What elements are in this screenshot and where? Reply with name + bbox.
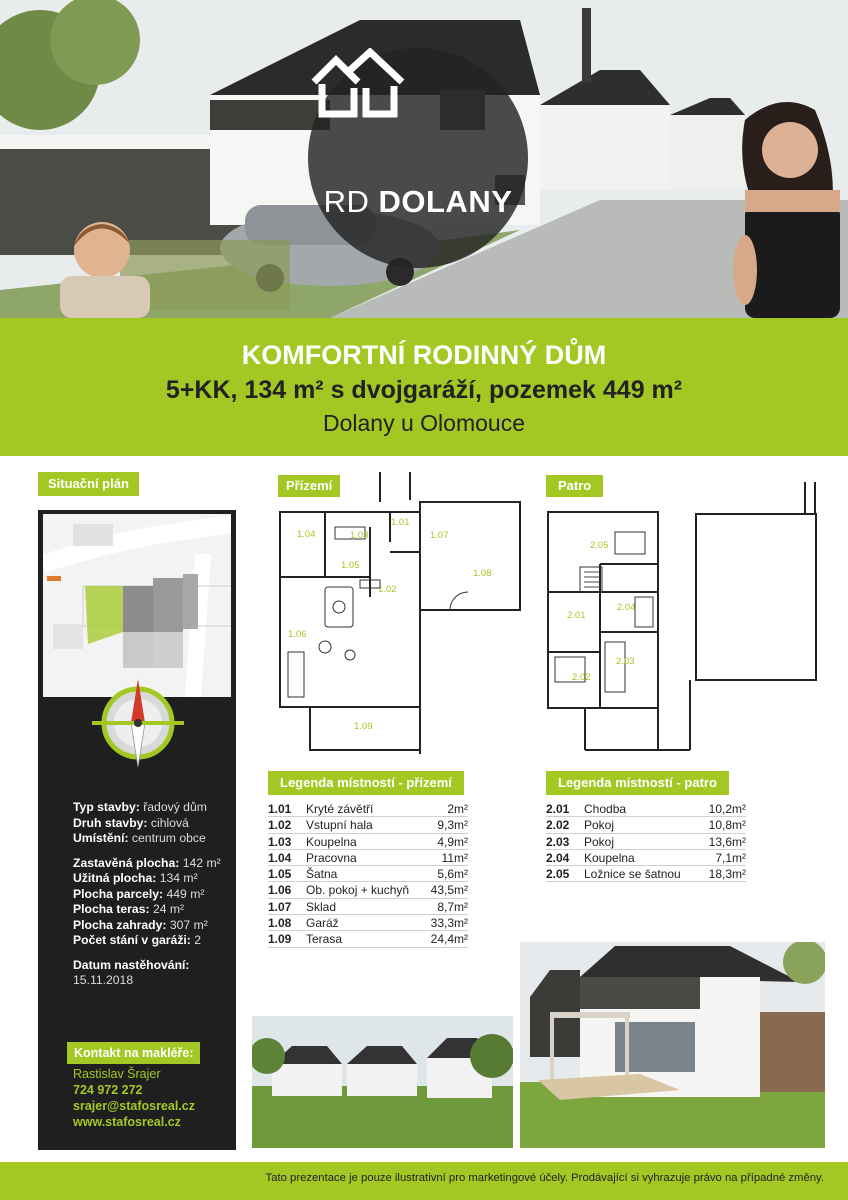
room-name: Terasa <box>306 932 343 947</box>
disclaimer: Tato prezentace je pouze ilustrativní pro marketingové účely. Prodávající si vyhrazuje právo na případné změny. <box>265 1172 824 1184</box>
room-number: 2.02 <box>546 818 570 833</box>
room-name: Ob. pokoj + kuchyň <box>306 883 410 898</box>
upper-floor-heading: Patro <box>546 475 603 497</box>
legend-upper-table <box>546 801 746 882</box>
room-number: 2.04 <box>546 850 570 865</box>
room-label: 2.04 <box>617 602 636 613</box>
room-area: 18,3m² <box>708 867 746 882</box>
room-area: 33,3m² <box>430 916 468 931</box>
brand-title: DOLANY <box>378 184 513 219</box>
room-area: 2m² <box>447 802 468 816</box>
detail-garage-spaces: Počet stání v garáži: 2 <box>73 933 202 947</box>
room-area: 10,2m² <box>708 802 746 816</box>
room-number: 1.09 <box>268 932 292 947</box>
title-band <box>0 318 848 456</box>
room-number: 2.01 <box>546 802 570 816</box>
room-area: 43,5m² <box>430 883 468 898</box>
room-number: 1.03 <box>268 834 292 849</box>
contact-heading: Kontakt na makléře: <box>67 1042 200 1064</box>
room-name: Pracovna <box>306 850 357 865</box>
upper-floor-plan <box>540 472 825 754</box>
room-area: 9,3m² <box>437 818 468 833</box>
room-label: 2.03 <box>616 656 635 667</box>
room-number: 1.01 <box>268 802 292 816</box>
agent-email[interactable]: srajer@stafosreal.cz <box>73 1099 195 1113</box>
footer-band <box>0 1162 848 1200</box>
room-number: 1.02 <box>268 818 292 833</box>
legend-row <box>268 915 468 931</box>
room-area: 13,6m² <box>708 834 746 849</box>
room-area: 24,4m² <box>430 932 468 947</box>
room-name: Koupelna <box>306 834 357 849</box>
room-number: 1.04 <box>268 850 292 865</box>
agent-phone[interactable]: 724 972 272 <box>73 1083 143 1097</box>
hero-image <box>0 0 848 318</box>
legend-row <box>546 850 746 866</box>
room-label: 1.01 <box>391 517 410 528</box>
room-label: 1.03 <box>350 530 369 541</box>
legend-row <box>268 817 468 833</box>
room-area: 10,8m² <box>708 818 746 833</box>
detail-plot-area: Plocha parcely: 449 m² <box>73 886 205 901</box>
room-label: 1.08 <box>473 568 492 579</box>
legend-upper-heading: Legenda místností - patro <box>546 771 729 795</box>
page-title: KOMFORTNÍ RODINNÝ DŮM <box>241 340 607 370</box>
room-name: Kryté závětří <box>306 802 374 816</box>
house-logo-icon <box>308 48 408 118</box>
room-name: Koupelna <box>584 850 635 865</box>
legend-ground-table <box>268 801 468 948</box>
room-label: 2.02 <box>572 672 591 683</box>
detail-built-area: Zastavěná plocha: 142 m² <box>73 855 221 870</box>
legend-row <box>268 882 468 898</box>
site-plan-heading: Situační plán <box>38 472 139 496</box>
street-render <box>252 1016 513 1148</box>
room-label: 1.09 <box>354 721 373 732</box>
detail-placement: Umístění: centrum obce <box>73 831 206 845</box>
room-name: Ložnice se šatnou <box>584 867 681 882</box>
legend-row <box>268 801 468 817</box>
detail-build-type: Typ stavby: řadový dům <box>73 800 207 814</box>
property-location: Dolany u Olomouce <box>323 410 525 436</box>
room-label: 2.01 <box>567 610 586 621</box>
room-name: Chodba <box>584 802 627 816</box>
street-render-image <box>252 1016 513 1148</box>
detail-garden-area: Plocha zahrady: 307 m² <box>73 917 208 932</box>
room-area: 7,1m² <box>715 850 746 865</box>
legend-ground-heading: Legenda místností - přízemí <box>268 771 464 795</box>
room-label: 1.04 <box>297 529 316 540</box>
room-name: Sklad <box>306 899 337 914</box>
legend-row <box>546 817 746 833</box>
ground-floor-plan <box>270 472 530 754</box>
contact-block <box>73 1066 195 1130</box>
legend-row <box>268 931 468 947</box>
room-area: 11m² <box>441 850 468 865</box>
room-number: 2.03 <box>546 834 570 849</box>
legend-row <box>546 834 746 850</box>
room-name: Pokoj <box>584 834 615 849</box>
room-number: 1.07 <box>268 899 292 914</box>
legend-row <box>268 899 468 915</box>
room-area: 8,7m² <box>437 899 468 914</box>
move-in-label: Datum nastěhování: <box>73 957 190 972</box>
room-number: 1.08 <box>268 916 292 931</box>
room-name: Pokoj <box>584 818 615 833</box>
agent-name: Rastislav Šrajer <box>73 1067 161 1081</box>
agent-website[interactable]: www.stafosreal.cz <box>73 1115 181 1129</box>
room-label: 1.07 <box>430 530 449 541</box>
room-area: 5,6m² <box>437 867 468 882</box>
property-details <box>73 800 238 989</box>
brand-prefix: RD <box>323 184 370 219</box>
move-in-date: 15.11.2018 <box>73 973 134 987</box>
room-label: 1.05 <box>341 560 360 571</box>
property-subtitle: 5+KK, 134 m² s dvojgaráží, pozemek 449 m² <box>165 376 683 404</box>
compass-icon <box>88 673 188 773</box>
detail-construction: Druh stavby: cihlová <box>73 815 189 830</box>
room-name: Šatna <box>306 867 338 882</box>
room-area: 4,9m² <box>437 834 468 849</box>
room-label: 1.02 <box>378 584 397 595</box>
room-number: 2.05 <box>546 867 570 882</box>
legend-row <box>268 866 468 882</box>
room-number: 1.05 <box>268 867 292 882</box>
legend-row <box>268 850 468 866</box>
room-number: 1.06 <box>268 883 292 898</box>
room-label: 2.05 <box>590 540 609 551</box>
site-plan-map <box>43 514 231 697</box>
legend-row <box>546 801 746 817</box>
terrace-render-image <box>520 942 825 1148</box>
detail-terrace-area: Plocha teras: 24 m² <box>73 902 185 916</box>
site-plan-drawing <box>43 514 231 697</box>
brand-name <box>308 184 528 220</box>
brand-logo <box>308 48 528 268</box>
ground-floor-heading: Přízemí <box>278 475 340 497</box>
legend-row <box>268 834 468 850</box>
legend-row <box>546 866 746 882</box>
room-name: Vstupní hala <box>306 818 373 833</box>
detail-usable-area: Užitná plocha: 134 m² <box>73 871 198 885</box>
room-name: Garáž <box>306 916 339 931</box>
room-label: 1.06 <box>288 629 307 640</box>
terrace-render <box>520 942 825 1148</box>
